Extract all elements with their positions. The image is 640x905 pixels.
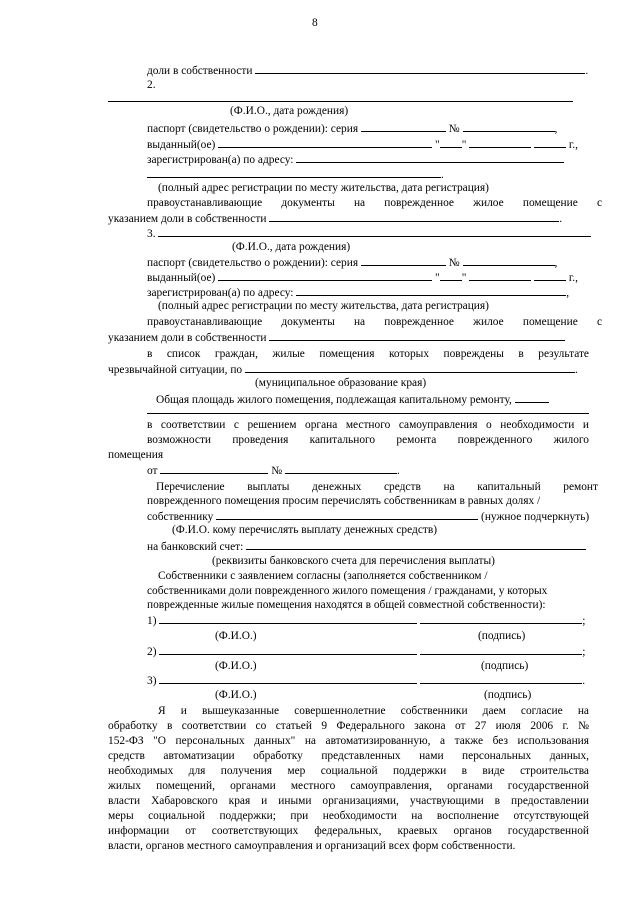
signature-fio-field-2[interactable] <box>159 644 417 655</box>
consent-line-2: обработку в соответствии со статьей 9 Федерального закона от 27 июля 2006 г. № <box>108 720 589 732</box>
passport-number-field-3[interactable] <box>463 255 555 266</box>
registered-row-3: зарегистрирован(а) по адресу: , <box>147 287 570 299</box>
issued-day-field-2[interactable] <box>440 137 462 148</box>
issued-year-field-2[interactable] <box>534 137 566 148</box>
signature-row-3: 3) . <box>147 675 586 687</box>
passport-series-field-3[interactable] <box>361 255 446 266</box>
docs-field-2[interactable] <box>269 211 559 222</box>
registered-row-2: зарегистрирован(а) по адресу: <box>147 152 564 167</box>
signature-sign-field-3[interactable] <box>420 673 582 684</box>
transfer-line-2: поврежденного помещения просим перечислять собственникам в равных долях / <box>147 495 541 507</box>
municipal-field[interactable] <box>245 362 575 373</box>
page-number: 8 <box>312 17 318 29</box>
signature-sign-caption-3: (подпись) <box>484 689 532 701</box>
decision-line-3: помещения <box>108 449 164 461</box>
signature-row-1: 1) ; <box>147 615 586 627</box>
fio-field-3[interactable] <box>158 226 591 237</box>
address-caption-2: (полный адрес регистрации по месту жительства, дата регистрация) <box>158 182 489 194</box>
consent-line-4: средств автоматизации обработку представленных нами персональных данных, <box>108 750 589 762</box>
signature-sign-caption-2: (подпись) <box>481 660 529 672</box>
fio-caption-3: (Ф.И.О., дата рождения) <box>232 241 351 253</box>
signature-fio-caption-3: (Ф.И.О.) <box>215 689 257 701</box>
address-field-2b-row: . <box>147 167 444 182</box>
municipal-caption: (муниципальное образование края) <box>255 377 427 389</box>
passport-row-2: паспорт (свидетельство о рождении): серия № , <box>147 123 558 135</box>
transfer-fio-caption: (Ф.И.О. кому перечислять выплату денежных средств) <box>172 524 438 536</box>
docs-line-2a: правоустанавливающие документы на поврежденное жилое помещение с <box>147 197 602 209</box>
consent-line-5: необходимых для получения мер социальной поддержки в виде строительства <box>108 765 589 777</box>
signature-fio-field-3[interactable] <box>159 673 417 684</box>
share-label-1: доли в собственности . <box>147 65 589 77</box>
owners-line-2: собственниками доли поврежденного жилого помещения / гражданами, у которых <box>147 585 548 597</box>
decision-date-field[interactable] <box>160 463 268 474</box>
decision-line-1: в соответствии с решением органа местного самоуправления о необходимости и <box>147 419 589 431</box>
issued-by-field-2[interactable] <box>218 137 432 148</box>
issued-by-field-3[interactable] <box>218 270 432 281</box>
address-field-2[interactable] <box>296 152 564 163</box>
list-line-1: в список граждан, жилые помещения которых повреждены в результате <box>147 348 589 360</box>
issued-day-field-3[interactable] <box>440 270 462 281</box>
docs-row-2b: указанием доли в собственности . <box>108 213 563 225</box>
decision-line-2: возможности проведения капитального ремонта поврежденного жилого <box>147 434 589 446</box>
signature-fio-field-1[interactable] <box>159 613 417 624</box>
consent-line-10: власти, органов местного самоуправления и организаций всех форм собственности. <box>108 840 516 852</box>
issued-month-field-2[interactable] <box>469 137 531 148</box>
issued-row-3: выданный(ое) " " г., <box>147 272 579 284</box>
signature-sign-field-2[interactable] <box>420 644 582 655</box>
docs-field-3[interactable] <box>269 330 565 341</box>
issued-year-field-3[interactable] <box>534 270 566 281</box>
consent-line-6: жилых помещений, органами местного самоуправления, органами государственной <box>108 780 589 792</box>
transfer-owner-field[interactable] <box>216 509 478 520</box>
list-row-2: чрезвычайной ситуации, по . <box>108 364 578 376</box>
issued-row-2: выданный(ое) " " г., <box>147 139 579 151</box>
address-field-3[interactable] <box>296 285 566 296</box>
area-field[interactable] <box>515 392 549 403</box>
signature-row-2: 2) ; <box>147 646 586 658</box>
issued-month-field-3[interactable] <box>469 270 531 281</box>
passport-row-3: паспорт (свидетельство о рождении): серия № , <box>147 257 558 269</box>
decision-date-row: от № . <box>147 465 400 477</box>
transfer-owner-row: собственнику (нужное подчеркнуть) <box>147 511 590 523</box>
consent-line-3: 152-ФЗ "О персональных данных" на автоматизированную, а также без использования <box>108 735 589 747</box>
section-2-number: 2. <box>147 79 156 91</box>
passport-series-field-2[interactable] <box>361 121 446 132</box>
fio-field-2[interactable] <box>108 101 573 102</box>
share-field-1[interactable] <box>255 63 585 74</box>
signature-sign-field-1[interactable] <box>420 613 582 624</box>
decision-number-field[interactable] <box>285 463 397 474</box>
owners-line-1: Собственники с заявлением согласны (заполняется собственником / <box>158 570 488 582</box>
docs-row-3b: указанием доли в собственности <box>108 330 565 345</box>
address-field-2b[interactable] <box>147 167 441 178</box>
signature-sign-caption-1: (подпись) <box>478 630 526 642</box>
fio-caption-2: (Ф.И.О., дата рождения) <box>230 105 349 117</box>
consent-line-8: меры социальной поддержки; при необходимости на восполнение отсутствующей <box>108 810 589 822</box>
area-row: Общая площадь жилого помещения, подлежащая капитальному ремонту, <box>156 392 549 407</box>
owners-line-3: поврежденные жилые помещения находятся в общей совместной собственности): <box>147 599 546 611</box>
passport-number-field-2[interactable] <box>463 121 555 132</box>
transfer-line-1: Перечисление выплаты денежных средств на капитальный ремонт <box>156 481 598 493</box>
docs-line-3a: правоустанавливающие документы на поврежденное жилое помещение с <box>147 316 602 328</box>
bank-row: на банковский счет: <box>147 539 586 554</box>
area-field-2[interactable] <box>147 413 589 414</box>
signature-fio-caption-2: (Ф.И.О.) <box>215 660 257 672</box>
consent-line-7: власти Хабаровского края и иными организациями, участвующими в предоставлении <box>108 795 589 807</box>
consent-line-1: Я и вышеуказанные совершеннолетние собственники даем согласие на <box>158 705 589 717</box>
address-caption-3: (полный адрес регистрации по месту жительства, дата регистрация) <box>158 300 489 312</box>
bank-field[interactable] <box>246 539 586 550</box>
section-3-row: 3. <box>147 226 591 241</box>
bank-caption: (реквизиты банковского счета для перечисления выплаты) <box>212 555 495 567</box>
signature-fio-caption-1: (Ф.И.О.) <box>215 630 257 642</box>
consent-line-9: информации от соответствующих федеральных, краевых органов государственной <box>108 825 589 837</box>
